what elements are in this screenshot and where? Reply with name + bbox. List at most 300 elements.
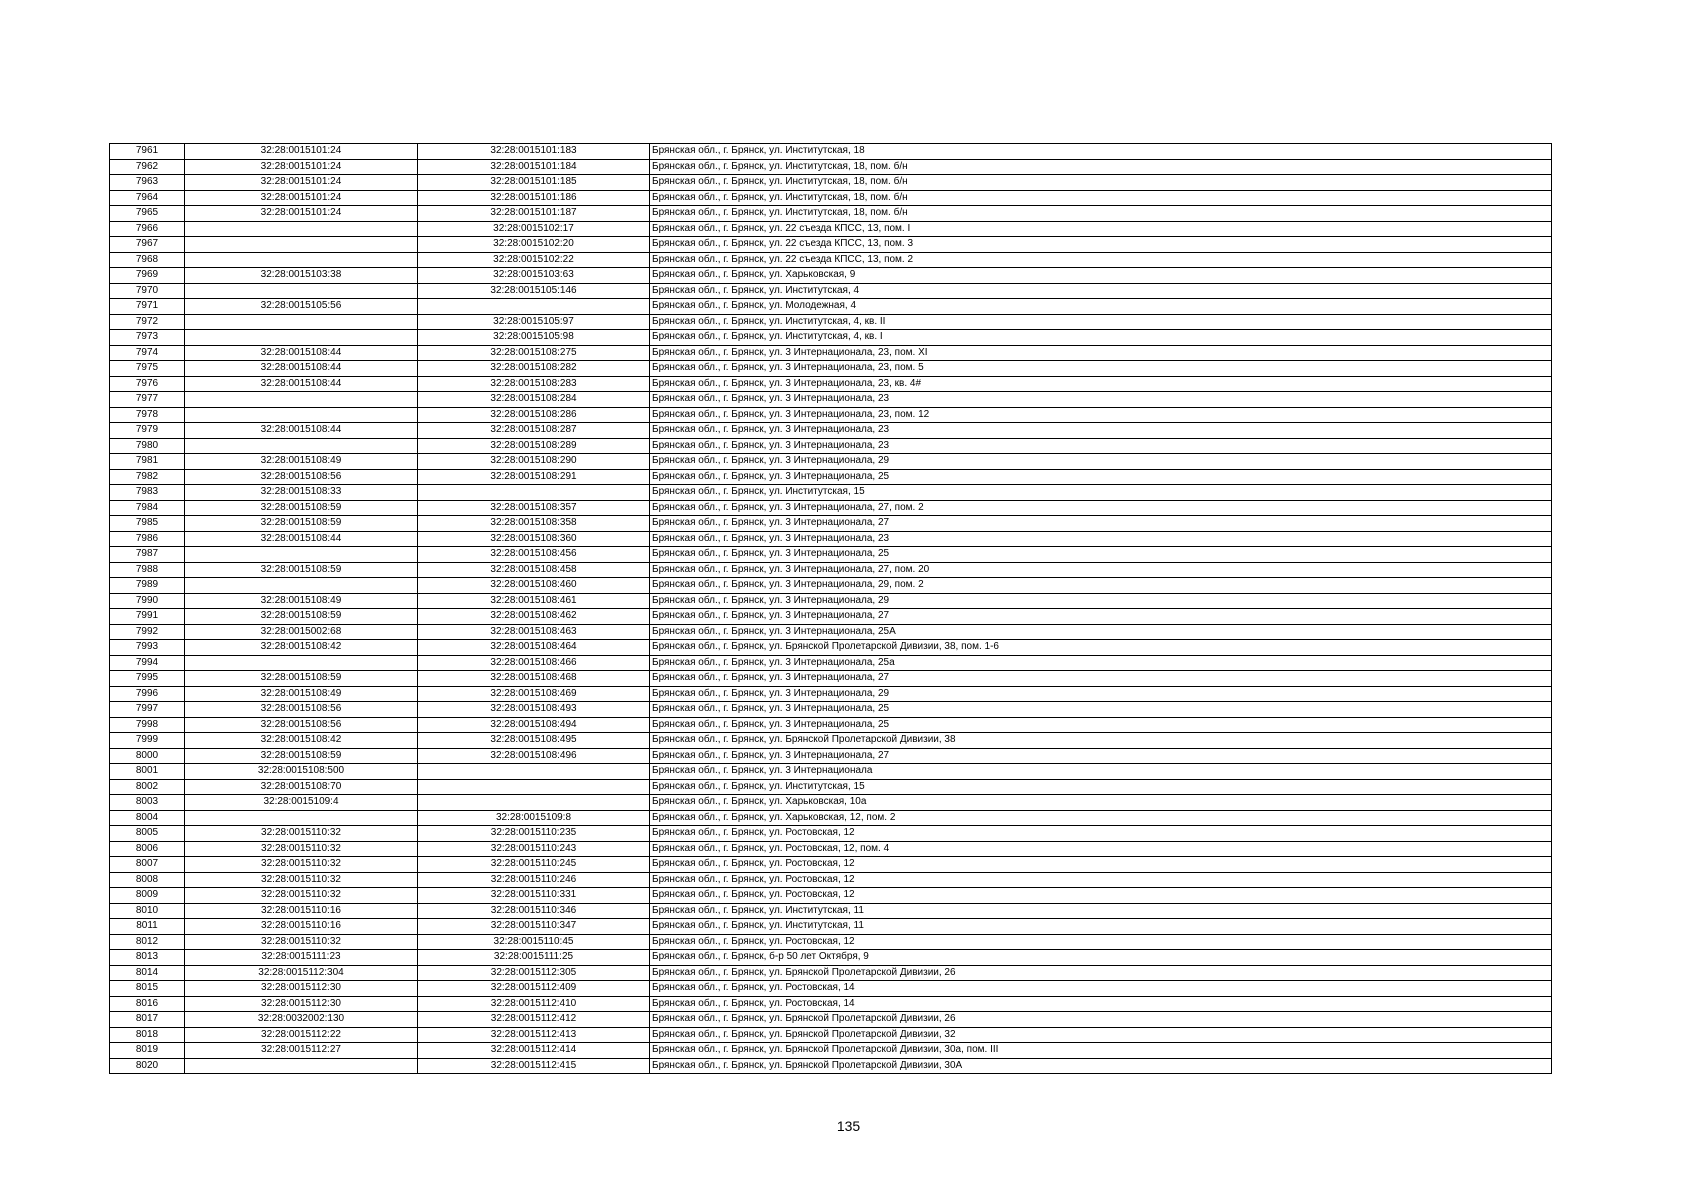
parcel-number-cell: 32:28:0015110:32 — [185, 872, 418, 888]
row-number-cell: 7998 — [110, 717, 185, 733]
address-cell: Брянская обл., г. Брянск, ул. 3 Интернационала, 29 — [650, 686, 1552, 702]
parcel-number-cell — [185, 237, 418, 253]
object-number-cell: 32:28:0015112:410 — [418, 996, 650, 1012]
parcel-number-cell: 32:28:0015101:24 — [185, 190, 418, 206]
table-row — [110, 810, 1552, 826]
row-number-cell: 8012 — [110, 934, 185, 950]
parcel-number-cell: 32:28:0015108:49 — [185, 686, 418, 702]
registry-table-body — [110, 144, 1552, 1074]
row-number-cell: 7983 — [110, 485, 185, 501]
address-cell: Брянская обл., г. Брянск, ул. Институтская, 4, кв. II — [650, 314, 1552, 330]
row-number-cell: 8001 — [110, 764, 185, 780]
object-number-cell: 32:28:0015102:20 — [418, 237, 650, 253]
row-number-cell: 7979 — [110, 423, 185, 439]
object-number-cell: 32:28:0015108:495 — [418, 733, 650, 749]
table-row — [110, 547, 1552, 563]
object-number-cell: 32:28:0015110:243 — [418, 841, 650, 857]
row-number-cell: 8015 — [110, 981, 185, 997]
row-number-cell: 8013 — [110, 950, 185, 966]
table-row — [110, 423, 1552, 439]
row-number-cell: 8014 — [110, 965, 185, 981]
object-number-cell: 32:28:0015108:357 — [418, 500, 650, 516]
table-row — [110, 144, 1552, 160]
parcel-number-cell — [185, 252, 418, 268]
object-number-cell: 32:28:0015108:464 — [418, 640, 650, 656]
parcel-number-cell: 32:28:0015103:38 — [185, 268, 418, 284]
parcel-number-cell: 32:28:0015110:32 — [185, 857, 418, 873]
object-number-cell: 32:28:0015112:413 — [418, 1027, 650, 1043]
parcel-number-cell: 32:28:0015108:70 — [185, 779, 418, 795]
parcel-number-cell: 32:28:0015101:24 — [185, 144, 418, 160]
parcel-number-cell: 32:28:0015108:44 — [185, 345, 418, 361]
table-row — [110, 407, 1552, 423]
object-number-cell — [418, 764, 650, 780]
table-row — [110, 485, 1552, 501]
parcel-number-cell — [185, 578, 418, 594]
address-cell: Брянская обл., г. Брянск, ул. 3 Интернационала, 27 — [650, 671, 1552, 687]
address-cell: Брянская обл., г. Брянск, ул. Институтская, 4, кв. I — [650, 330, 1552, 346]
address-cell: Брянская обл., г. Брянск, ул. Брянской Пролетарской Дивизии, 26 — [650, 965, 1552, 981]
parcel-number-cell — [185, 655, 418, 671]
table-row — [110, 314, 1552, 330]
table-row — [110, 888, 1552, 904]
table-row — [110, 361, 1552, 377]
parcel-number-cell: 32:28:0015108:49 — [185, 454, 418, 470]
object-number-cell: 32:28:0015112:415 — [418, 1058, 650, 1074]
address-cell: Брянская обл., г. Брянск, ул. Ростовская, 12 — [650, 826, 1552, 842]
table-row — [110, 190, 1552, 206]
table-row — [110, 841, 1552, 857]
object-number-cell: 32:28:0015105:146 — [418, 283, 650, 299]
parcel-number-cell: 32:28:0015110:16 — [185, 903, 418, 919]
row-number-cell: 8017 — [110, 1012, 185, 1028]
address-cell: Брянская обл., г. Брянск, ул. Брянской Пролетарской Дивизии, 30а, пом. III — [650, 1043, 1552, 1059]
table-row — [110, 903, 1552, 919]
address-cell: Брянская обл., г. Брянск, ул. Харьковская, 10а — [650, 795, 1552, 811]
parcel-number-cell: 32:28:0015110:32 — [185, 934, 418, 950]
table-row — [110, 531, 1552, 547]
table-row — [110, 221, 1552, 237]
address-cell: Брянская обл., г. Брянск, ул. Институтская, 4 — [650, 283, 1552, 299]
object-number-cell: 32:28:0015108:494 — [418, 717, 650, 733]
object-number-cell: 32:28:0015112:409 — [418, 981, 650, 997]
parcel-number-cell: 32:28:0032002:130 — [185, 1012, 418, 1028]
object-number-cell: 32:28:0015108:493 — [418, 702, 650, 718]
table-row — [110, 283, 1552, 299]
object-number-cell: 32:28:0015108:286 — [418, 407, 650, 423]
table-row — [110, 826, 1552, 842]
address-cell: Брянская обл., г. Брянск, ул. Брянской Пролетарской Дивизии, 26 — [650, 1012, 1552, 1028]
address-cell: Брянская обл., г. Брянск, ул. 3 Интернационала, 25 — [650, 547, 1552, 563]
row-number-cell: 8009 — [110, 888, 185, 904]
address-cell: Брянская обл., г. Брянск, ул. 3 Интернационала, 23 — [650, 438, 1552, 454]
parcel-number-cell — [185, 392, 418, 408]
row-number-cell: 7973 — [110, 330, 185, 346]
address-cell: Брянская обл., г. Брянск, ул. 3 Интернационала, 23, пом. 12 — [650, 407, 1552, 423]
parcel-number-cell — [185, 221, 418, 237]
address-cell: Брянская обл., г. Брянск, ул. 3 Интернационала, 29, пом. 2 — [650, 578, 1552, 594]
row-number-cell: 7963 — [110, 175, 185, 191]
table-row — [110, 299, 1552, 315]
row-number-cell: 7988 — [110, 562, 185, 578]
object-number-cell: 32:28:0015110:346 — [418, 903, 650, 919]
parcel-number-cell: 32:28:0015108:500 — [185, 764, 418, 780]
table-row — [110, 268, 1552, 284]
table-row — [110, 795, 1552, 811]
object-number-cell: 32:28:0015110:235 — [418, 826, 650, 842]
address-cell: Брянская обл., г. Брянск, ул. Институтская, 18, пом. б/н — [650, 175, 1552, 191]
address-cell: Брянская обл., г. Брянск, ул. 22 съезда КПСС, 13, пом. I — [650, 221, 1552, 237]
row-number-cell: 7964 — [110, 190, 185, 206]
table-row — [110, 516, 1552, 532]
parcel-number-cell: 32:28:0015112:27 — [185, 1043, 418, 1059]
row-number-cell: 7968 — [110, 252, 185, 268]
parcel-number-cell: 32:28:0015108:56 — [185, 717, 418, 733]
table-row — [110, 609, 1552, 625]
parcel-number-cell: 32:28:0015108:44 — [185, 376, 418, 392]
address-cell: Брянская обл., г. Брянск, ул. 3 Интернационала, 25 — [650, 717, 1552, 733]
object-number-cell: 32:28:0015108:468 — [418, 671, 650, 687]
address-cell: Брянская обл., г. Брянск, ул. Институтская, 18 — [650, 144, 1552, 160]
table-row — [110, 469, 1552, 485]
address-cell: Брянская обл., г. Брянск, ул. 3 Интернационала, 23, пом. 5 — [650, 361, 1552, 377]
table-row — [110, 686, 1552, 702]
table-row — [110, 857, 1552, 873]
page-number: 135 — [836, 1118, 861, 1134]
object-number-cell: 32:28:0015108:462 — [418, 609, 650, 625]
row-number-cell: 7966 — [110, 221, 185, 237]
object-number-cell: 32:28:0015108:283 — [418, 376, 650, 392]
object-number-cell: 32:28:0015108:460 — [418, 578, 650, 594]
object-number-cell: 32:28:0015102:22 — [418, 252, 650, 268]
object-number-cell: 32:28:0015110:331 — [418, 888, 650, 904]
row-number-cell: 7984 — [110, 500, 185, 516]
object-number-cell: 32:28:0015110:245 — [418, 857, 650, 873]
parcel-number-cell: 32:28:0015108:56 — [185, 702, 418, 718]
row-number-cell: 7986 — [110, 531, 185, 547]
object-number-cell: 32:28:0015101:186 — [418, 190, 650, 206]
row-number-cell: 7990 — [110, 593, 185, 609]
table-row — [110, 1058, 1552, 1074]
object-number-cell: 32:28:0015112:305 — [418, 965, 650, 981]
address-cell: Брянская обл., г. Брянск, ул. 3 Интернационала, 25 — [650, 702, 1552, 718]
address-cell: Брянская обл., г. Брянск, ул. 3 Интернационала, 27, пом. 20 — [650, 562, 1552, 578]
address-cell: Брянская обл., г. Брянск, ул. Молодежная, 4 — [650, 299, 1552, 315]
parcel-number-cell: 32:28:0015101:24 — [185, 159, 418, 175]
table-row — [110, 748, 1552, 764]
address-cell: Брянская обл., г. Брянск, ул. Ростовская, 12, пом. 4 — [650, 841, 1552, 857]
table-row — [110, 779, 1552, 795]
parcel-number-cell: 32:28:0015110:32 — [185, 841, 418, 857]
table-row — [110, 376, 1552, 392]
parcel-number-cell: 32:28:0015112:22 — [185, 1027, 418, 1043]
row-number-cell: 8008 — [110, 872, 185, 888]
row-number-cell: 7989 — [110, 578, 185, 594]
parcel-number-cell: 32:28:0015108:59 — [185, 516, 418, 532]
row-number-cell: 7987 — [110, 547, 185, 563]
row-number-cell: 8011 — [110, 919, 185, 935]
object-number-cell — [418, 779, 650, 795]
parcel-number-cell: 32:28:0015111:23 — [185, 950, 418, 966]
address-cell: Брянская обл., г. Брянск, ул. 3 Интернационала, 29 — [650, 593, 1552, 609]
object-number-cell: 32:28:0015101:183 — [418, 144, 650, 160]
table-row — [110, 702, 1552, 718]
row-number-cell: 7972 — [110, 314, 185, 330]
row-number-cell: 7996 — [110, 686, 185, 702]
table-row — [110, 1027, 1552, 1043]
row-number-cell: 8019 — [110, 1043, 185, 1059]
row-number-cell: 7981 — [110, 454, 185, 470]
object-number-cell: 32:28:0015105:97 — [418, 314, 650, 330]
parcel-number-cell: 32:28:0015110:16 — [185, 919, 418, 935]
row-number-cell: 7971 — [110, 299, 185, 315]
parcel-number-cell — [185, 547, 418, 563]
row-number-cell: 7985 — [110, 516, 185, 532]
object-number-cell: 32:28:0015111:25 — [418, 950, 650, 966]
row-number-cell: 8016 — [110, 996, 185, 1012]
address-cell: Брянская обл., г. Брянск, ул. Ростовская, 12 — [650, 857, 1552, 873]
parcel-number-cell: 32:28:0015108:44 — [185, 423, 418, 439]
parcel-number-cell: 32:28:0015110:32 — [185, 826, 418, 842]
address-cell: Брянская обл., г. Брянск, ул. 3 Интернационала, 27, пом. 2 — [650, 500, 1552, 516]
object-number-cell: 32:28:0015108:463 — [418, 624, 650, 640]
parcel-number-cell: 32:28:0015002:68 — [185, 624, 418, 640]
row-number-cell: 8002 — [110, 779, 185, 795]
object-number-cell: 32:28:0015108:360 — [418, 531, 650, 547]
table-row — [110, 624, 1552, 640]
table-row — [110, 237, 1552, 253]
table-row — [110, 981, 1552, 997]
row-number-cell: 7962 — [110, 159, 185, 175]
table-row — [110, 950, 1552, 966]
object-number-cell: 32:28:0015102:17 — [418, 221, 650, 237]
parcel-number-cell — [185, 314, 418, 330]
row-number-cell: 7978 — [110, 407, 185, 423]
parcel-number-cell: 32:28:0015108:42 — [185, 733, 418, 749]
address-cell: Брянская обл., г. Брянск, ул. 22 съезда КПСС, 13, пом. 2 — [650, 252, 1552, 268]
table-row — [110, 392, 1552, 408]
parcel-number-cell — [185, 1058, 418, 1074]
object-number-cell: 32:28:0015110:45 — [418, 934, 650, 950]
parcel-number-cell: 32:28:0015108:59 — [185, 609, 418, 625]
object-number-cell: 32:28:0015108:287 — [418, 423, 650, 439]
table-row — [110, 1012, 1552, 1028]
address-cell: Брянская обл., г. Брянск, ул. Институтская, 18, пом. б/н — [650, 206, 1552, 222]
object-number-cell: 32:28:0015108:291 — [418, 469, 650, 485]
address-cell: Брянская обл., г. Брянск, ул. Институтская, 11 — [650, 919, 1552, 935]
row-number-cell: 8000 — [110, 748, 185, 764]
address-cell: Брянская обл., г. Брянск, ул. Брянской Пролетарской Дивизии, 38, пом. 1-6 — [650, 640, 1552, 656]
row-number-cell: 7980 — [110, 438, 185, 454]
row-number-cell: 8020 — [110, 1058, 185, 1074]
row-number-cell: 7999 — [110, 733, 185, 749]
object-number-cell — [418, 485, 650, 501]
object-number-cell: 32:28:0015108:469 — [418, 686, 650, 702]
object-number-cell: 32:28:0015108:496 — [418, 748, 650, 764]
row-number-cell: 7961 — [110, 144, 185, 160]
object-number-cell: 32:28:0015103:63 — [418, 268, 650, 284]
table-row — [110, 655, 1552, 671]
object-number-cell: 32:28:0015108:466 — [418, 655, 650, 671]
object-number-cell — [418, 299, 650, 315]
row-number-cell: 7965 — [110, 206, 185, 222]
address-cell: Брянская обл., г. Брянск, ул. 3 Интернационала, 27 — [650, 516, 1552, 532]
parcel-number-cell — [185, 330, 418, 346]
row-number-cell: 7982 — [110, 469, 185, 485]
object-number-cell: 32:28:0015108:282 — [418, 361, 650, 377]
object-number-cell: 32:28:0015101:184 — [418, 159, 650, 175]
object-number-cell: 32:28:0015112:414 — [418, 1043, 650, 1059]
table-row — [110, 206, 1552, 222]
parcel-number-cell: 32:28:0015112:30 — [185, 996, 418, 1012]
row-number-cell: 7974 — [110, 345, 185, 361]
address-cell: Брянская обл., г. Брянск, ул. Ростовская, 12 — [650, 934, 1552, 950]
object-number-cell: 32:28:0015101:185 — [418, 175, 650, 191]
address-cell: Брянская обл., г. Брянск, ул. 3 Интернационала, 25 — [650, 469, 1552, 485]
address-cell: Брянская обл., г. Брянск, ул. Брянской Пролетарской Дивизии, 30А — [650, 1058, 1552, 1074]
parcel-number-cell: 32:28:0015108:44 — [185, 361, 418, 377]
row-number-cell: 7977 — [110, 392, 185, 408]
object-number-cell: 32:28:0015108:289 — [418, 438, 650, 454]
table-row — [110, 1043, 1552, 1059]
object-number-cell: 32:28:0015112:412 — [418, 1012, 650, 1028]
row-number-cell: 8004 — [110, 810, 185, 826]
address-cell: Брянская обл., г. Брянск, ул. 3 Интернационала, 27 — [650, 748, 1552, 764]
address-cell: Брянская обл., г. Брянск, ул. Институтская, 15 — [650, 779, 1552, 795]
table-row — [110, 764, 1552, 780]
parcel-number-cell: 32:28:0015108:59 — [185, 748, 418, 764]
parcel-number-cell: 32:28:0015110:32 — [185, 888, 418, 904]
address-cell: Брянская обл., г. Брянск, ул. 3 Интернационала, 23, пом. XI — [650, 345, 1552, 361]
address-cell: Брянская обл., г. Брянск, ул. 3 Интернационала, 23 — [650, 392, 1552, 408]
address-cell: Брянская обл., г. Брянск, б-р 50 лет Октября, 9 — [650, 950, 1552, 966]
table-row — [110, 671, 1552, 687]
object-number-cell: 32:28:0015110:246 — [418, 872, 650, 888]
object-number-cell: 32:28:0015105:98 — [418, 330, 650, 346]
table-row — [110, 965, 1552, 981]
object-number-cell: 32:28:0015101:187 — [418, 206, 650, 222]
address-cell: Брянская обл., г. Брянск, ул. 3 Интернационала, 27 — [650, 609, 1552, 625]
table-row — [110, 252, 1552, 268]
row-number-cell: 7993 — [110, 640, 185, 656]
address-cell: Брянская обл., г. Брянск, ул. Харьковская, 9 — [650, 268, 1552, 284]
row-number-cell: 7991 — [110, 609, 185, 625]
address-cell: Брянская обл., г. Брянск, ул. Институтская, 18, пом. б/н — [650, 159, 1552, 175]
table-row — [110, 454, 1552, 470]
row-number-cell: 7994 — [110, 655, 185, 671]
object-number-cell: 32:28:0015108:290 — [418, 454, 650, 470]
table-row — [110, 578, 1552, 594]
table-row — [110, 996, 1552, 1012]
address-cell: Брянская обл., г. Брянск, ул. 3 Интернационала, 25а — [650, 655, 1552, 671]
address-cell: Брянская обл., г. Брянск, ул. Брянской Пролетарской Дивизии, 38 — [650, 733, 1552, 749]
row-number-cell: 7992 — [110, 624, 185, 640]
object-number-cell: 32:28:0015108:458 — [418, 562, 650, 578]
address-cell: Брянская обл., г. Брянск, ул. 3 Интернационала, 25А — [650, 624, 1552, 640]
table-row — [110, 159, 1552, 175]
registry-table — [109, 143, 1552, 1074]
row-number-cell: 7976 — [110, 376, 185, 392]
parcel-number-cell: 32:28:0015108:59 — [185, 671, 418, 687]
parcel-number-cell: 32:28:0015112:30 — [185, 981, 418, 997]
row-number-cell: 8010 — [110, 903, 185, 919]
table-row — [110, 500, 1552, 516]
address-cell: Брянская обл., г. Брянск, ул. Институтская, 15 — [650, 485, 1552, 501]
table-row — [110, 438, 1552, 454]
parcel-number-cell: 32:28:0015101:24 — [185, 206, 418, 222]
table-row — [110, 330, 1552, 346]
address-cell: Брянская обл., г. Брянск, ул. Ростовская, 14 — [650, 981, 1552, 997]
row-number-cell: 7995 — [110, 671, 185, 687]
object-number-cell: 32:28:0015110:347 — [418, 919, 650, 935]
object-number-cell: 32:28:0015108:461 — [418, 593, 650, 609]
parcel-number-cell — [185, 407, 418, 423]
object-number-cell: 32:28:0015108:275 — [418, 345, 650, 361]
object-number-cell — [418, 795, 650, 811]
parcel-number-cell: 32:28:0015108:59 — [185, 500, 418, 516]
address-cell: Брянская обл., г. Брянск, ул. Институтская, 11 — [650, 903, 1552, 919]
table-row — [110, 919, 1552, 935]
table-row — [110, 345, 1552, 361]
row-number-cell: 7969 — [110, 268, 185, 284]
parcel-number-cell: 32:28:0015108:42 — [185, 640, 418, 656]
address-cell: Брянская обл., г. Брянск, ул. Брянской Пролетарской Дивизии, 32 — [650, 1027, 1552, 1043]
row-number-cell: 7970 — [110, 283, 185, 299]
row-number-cell: 8006 — [110, 841, 185, 857]
row-number-cell: 7967 — [110, 237, 185, 253]
object-number-cell: 32:28:0015109:8 — [418, 810, 650, 826]
row-number-cell: 8007 — [110, 857, 185, 873]
table-row — [110, 717, 1552, 733]
address-cell: Брянская обл., г. Брянск, ул. 3 Интернационала, 23 — [650, 531, 1552, 547]
table-row — [110, 934, 1552, 950]
table-row — [110, 562, 1552, 578]
table-row — [110, 175, 1552, 191]
address-cell: Брянская обл., г. Брянск, ул. 22 съезда КПСС, 13, пом. 3 — [650, 237, 1552, 253]
parcel-number-cell: 32:28:0015108:59 — [185, 562, 418, 578]
row-number-cell: 7997 — [110, 702, 185, 718]
row-number-cell: 8003 — [110, 795, 185, 811]
table-row — [110, 593, 1552, 609]
table-row — [110, 733, 1552, 749]
address-cell: Брянская обл., г. Брянск, ул. Институтская, 18, пом. б/н — [650, 190, 1552, 206]
address-cell: Брянская обл., г. Брянск, ул. Ростовская, 12 — [650, 872, 1552, 888]
parcel-number-cell: 32:28:0015108:44 — [185, 531, 418, 547]
object-number-cell: 32:28:0015108:358 — [418, 516, 650, 532]
address-cell: Брянская обл., г. Брянск, ул. 3 Интернационала, 23 — [650, 423, 1552, 439]
row-number-cell: 8005 — [110, 826, 185, 842]
parcel-number-cell — [185, 438, 418, 454]
parcel-number-cell — [185, 283, 418, 299]
parcel-number-cell: 32:28:0015109:4 — [185, 795, 418, 811]
parcel-number-cell: 32:28:0015108:56 — [185, 469, 418, 485]
table-row — [110, 640, 1552, 656]
row-number-cell: 8018 — [110, 1027, 185, 1043]
table-row — [110, 872, 1552, 888]
parcel-number-cell: 32:28:0015108:33 — [185, 485, 418, 501]
object-number-cell: 32:28:0015108:456 — [418, 547, 650, 563]
parcel-number-cell: 32:28:0015112:304 — [185, 965, 418, 981]
address-cell: Брянская обл., г. Брянск, ул. 3 Интернационала, 23, кв. 4# — [650, 376, 1552, 392]
parcel-number-cell: 32:28:0015101:24 — [185, 175, 418, 191]
address-cell: Брянская обл., г. Брянск, ул. Ростовская, 12 — [650, 888, 1552, 904]
parcel-number-cell — [185, 810, 418, 826]
address-cell: Брянская обл., г. Брянск, ул. Харьковская, 12, пом. 2 — [650, 810, 1552, 826]
row-number-cell: 7975 — [110, 361, 185, 377]
parcel-number-cell: 32:28:0015105:56 — [185, 299, 418, 315]
parcel-number-cell: 32:28:0015108:49 — [185, 593, 418, 609]
address-cell: Брянская обл., г. Брянск, ул. 3 Интернационала — [650, 764, 1552, 780]
